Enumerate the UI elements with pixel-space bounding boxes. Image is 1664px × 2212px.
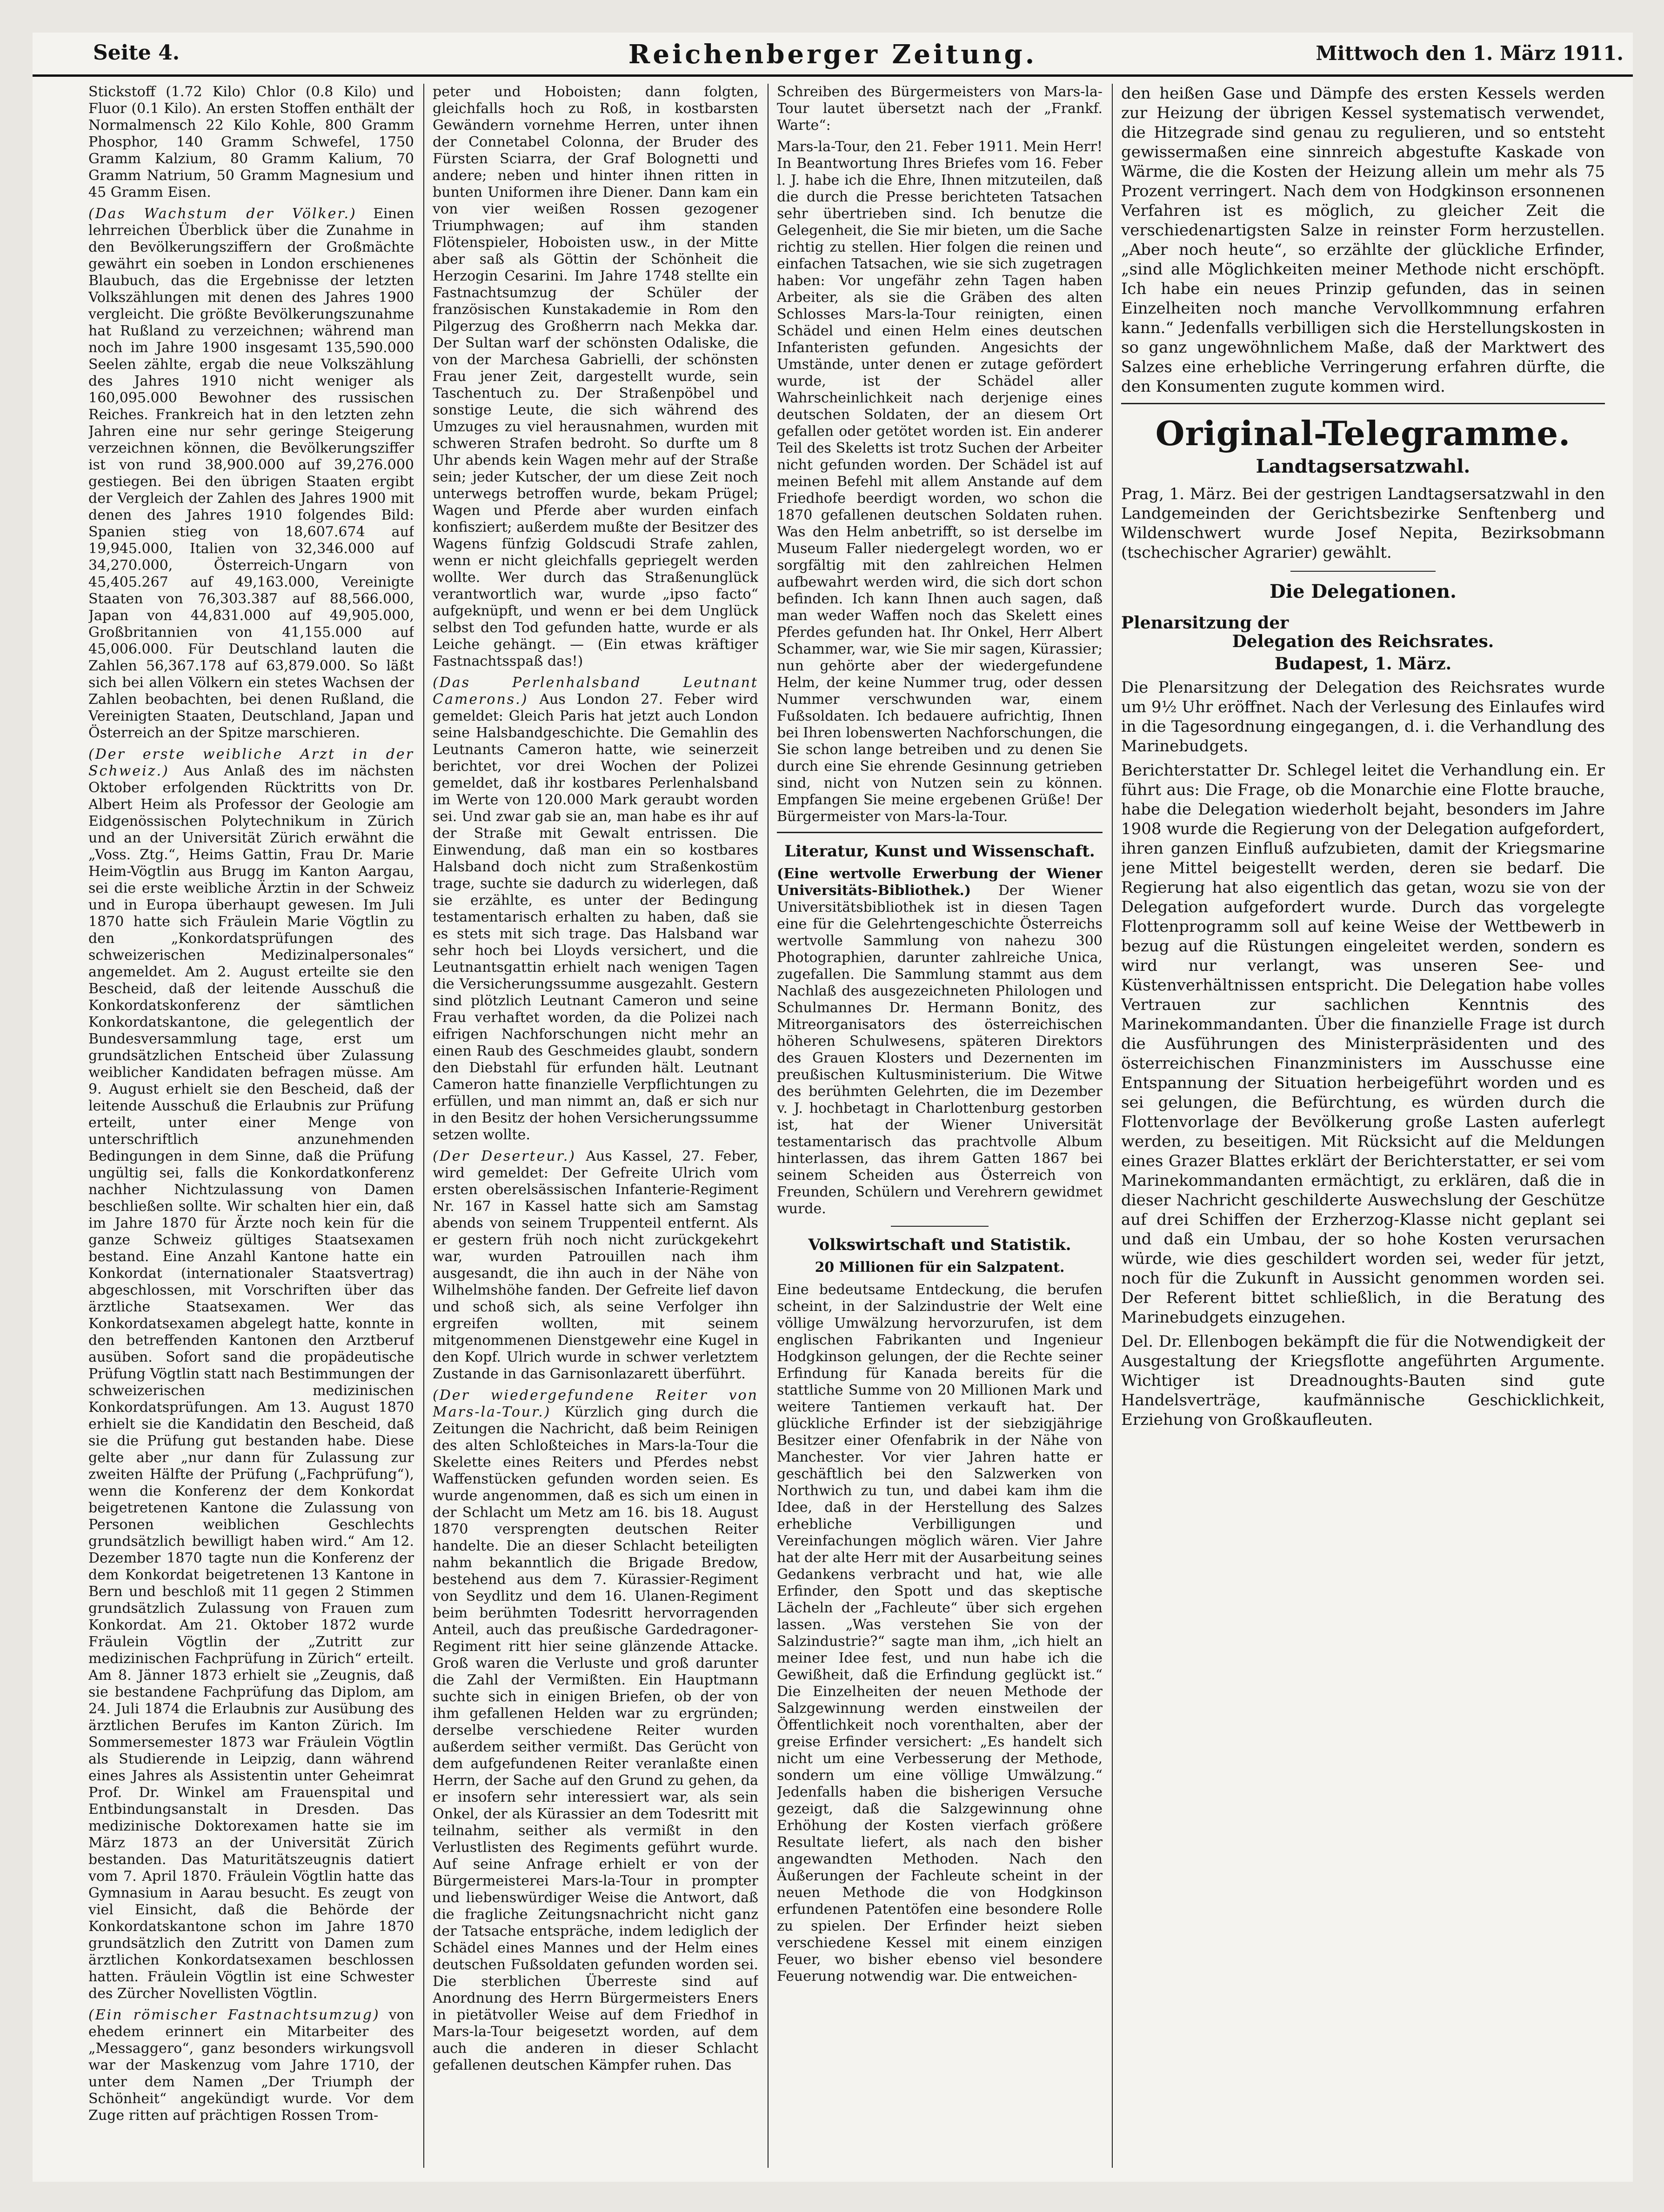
article-title: (Der Deserteur.) (433, 1148, 576, 1164)
section-rule (777, 832, 1103, 833)
newspaper-page (33, 33, 1633, 2182)
article-text: Berichterstatter Dr. Schlegel leitet die Verhandlung ein. Er führt aus: Die Frage, ob die Monarchie eine Flotte brauche, habe die Delegation wiederholt bejaht, besonders im Jahre 1908 wurde die Regierung von der Delegation aufgefordert, ihren ganzen Einfluß aufzubieten, damit der Kriegsmarine jene Mittel beigestellt werden, deren sie bedarf. Die Regierung hat also eigentlich das getan, wozu sie von der Delegation aufgefordert wurde. Durch das vorgelegte Flottenprogramm soll auf keine Weise der Wettbewerb in bezug auf die Rüstungen eingeleitet werden, sondern es wird nur verlangt, was unseren See- und Küstenverhältnissen entspricht. Die Delegation habe volles Vertrauen zur sachlichen Kenntnis des Marinekommandanten. Über die finanzielle Frage ist durch die Ausführungen des Ministerpräsidenten und des österreichischen Finanzministers im Ausschusse eine Entspannung der Situation herbeigeführt worden und es sei gelungen, die Befürchtung, es würden durch die Flottenvorlage der Bevölkerung große Lasten auferlegt werden, zu beseitigen. Mit Rücksicht auf die Meldungen eines Grazer Blattes erklärt der Berichterstatter, er sei vom Marinekommandanten ermächtigt, zu erklären, daß die in dieser Nachricht geschilderte Auswechslung der Geschütze auf drei Schiffen der Erzherzog-Klasse nicht geplant sei und daß ein Umbau, der so hohe Kosten verursachen würde, wie dies geschildert worden sei, weder für jetzt, noch für die Zukunft in Aussicht genommen worden sei. Der Referent bittet schließlich, in die Beratung des Marinebudgets einzugehen. (1121, 761, 1605, 1327)
article-text: peter und Hoboisten; dann folgten, gleichfalls hoch zu Roß, in kostbarsten Gewändern vornehme Herren, unter ihnen der Connetabel Colonna, der Bruder des Fürsten Sciarra, der Graf Bolognetti und andere; neben und hinter ihnen ritten in bunten Uniformen ihre Diener. Dann kam ein von vier weißen Rossen gezogener Triumphwagen; auf ihm standen Flötenspieler, Hoboisten usw., in der Mitte aber saß als Göttin der Schönheit die Herzogin Cesarini. Im Jahre 1748 stellte ein Fastnachtsumzug der Schüler der französischen Kunstakademie in Rom den Pilgerzug des Großherrn nach Mekka dar. Der Sultan warf der schönsten Odaliske, die von der Marchesa Gabrielli, der schönsten Frau jener Zeit, dargestellt wurde, sein Taschentuch zu. Der Straßenpöbel und sonstige Leute, die sich während des Umzuges zu viel herausnahmen, wurden mit schweren Strafen bedroht. So durfte um 8 Uhr abends kein Wagen mehr auf der Straße sein; jeder Kutscher, der um diese Zeit noch unterwegs betroffen wurde, bekam Prügel; Wagen und Pferde aber wurden einfach konfisziert; außerdem mußte der Besitzer des Wagens fünfzig Goldscudi Strafe zahlen, wenn er nicht gleichfalls gepriegelt werden wollte. Wer durch das Straßenunglück verantwortlich war, wurde „ipso facto“ aufgeknüpft, und wenn er bei dem Unglück selbst den Tod gefunden hatte, wurde er als Leiche gehängt. — (Ein etwas kräftiger Fastnachtsspaß das!) (433, 84, 758, 669)
article (88, 2007, 414, 2124)
article-text: Die Plenarsitzung der Delegation des Reichsrates wurde um 9½ Uhr eröffnet. Nach der Verlesung des Einlaufes wird in die Tagesordnung eingegangen, d. i. die Verhandlung des Marinebudgets. (1121, 678, 1605, 755)
article-text: den heißen Gase und Dämpfe des ersten Kessels werden zur Heizung der übrigen Kessel systematisch verwendet, die Hitzegrade sind genau zu regulieren, und so entsteht gewissermaßen eine sinnreich abgestufte Kaskade von Wärme, die die Kosten der Heizung allein um mehr als 75 Prozent verringert. Nach dem von Hodgkinson ersonnenen Verfahren ist es möglich, zu gleicher Zeit die verschiedenartigsten Salze in reinster Form herzustellen. „Aber noch heute“, so erzählte der glückliche Erfinder, „sind alle Möglichkeiten meiner Methode nicht erschöpft. Ich habe ein neues Prinzip gefunden, das in seinen Einzelheiten noch manche Vervollkommnung erfahren kann.“ Jedenfalls verbilligen sich die Herstellungskosten in so ganz ungewöhnlichem Maße, daß der Marktwert des Salzes eine erhebliche Verringerung erfahren dürfte, die den Konsumenten zugute kommen wird. (1121, 84, 1605, 396)
article-text: Aus London 27. Feber wird gemeldet: Gleich Paris hat jetzt auch London seine Halsbandgeschichte. Die Gemahlin des Leutnants Cameron hatte, wie seinerzeit berichtet, vor drei Wochen der Polizei gemeldet, daß ihr kostbares Perlenhalsband im Werte von 120.000 Mark geraubt worden sei. Und zwar gab sie an, man habe es ihr auf der Straße mit Gewalt entrissen. Die Einwendung, daß man ein so kostbares Halsband doch nicht zum Straßenkostüm trage, suchte sie dadurch zu widerlegen, daß sie erzählte, es unter der Bedingung testamentarisch erhalten zu haben, daß sie es stets mit sich trage. Das Halsband war sehr hoch bei Lloyds versichert, und die Leutnantsgattin erhielt nach wenigen Tagen die Versicherungssumme ausgezahlt. Gestern sind plötzlich Leutnant Cameron und seine Frau verhaftet worden, da die Polizei nach eifrigen Nachforschungen nicht mehr an einen Raub des Geschmeides glaubt, sondern den Diebstahl für erfunden hält. Leutnant Cameron hatte finanzielle Verpflichtungen zu erfüllen, und man nimmt an, daß er sich nur in den Besitz der hohen Versicherungssumme setzen wollte. (433, 691, 758, 1143)
article-title: (Eine wertvolle Erwerbung der Wiener Universitäts-Bibliothek.) (777, 866, 1103, 899)
article (777, 866, 1103, 1217)
page-header (33, 33, 1633, 77)
article-text: Del. Dr. Ellenbogen bekämpft die für die Notwendigkeit der Ausgestaltung der Kriegsflotte angeführten Argumente. Wichtiger ist Dreadnoughts-Bauten sind gute Handelsverträge, kaufmännische Geschicklichkeit, Erziehung von Großkaufleuten. (1121, 1332, 1605, 1429)
article-title: (Der wiedergefundene Reiter von Mars-la-Tour.) (433, 1387, 758, 1420)
sub-headline: Plenarsitzung der (1121, 613, 1289, 633)
section-heading-economy: Volkswirtschaft und Statistik. (808, 1236, 1071, 1254)
column-1 (88, 84, 414, 2168)
article-text: Kürzlich ging durch die Zeitungen die Nachricht, daß beim Reinigen des alten Schloßteiches in Mars-la-Tour die Skelette eines Reiters und Pferdes nebst Waffenstücken gefunden worden seien. Es wurde angenommen, daß es sich um einen in der Schlacht um Metz am 16. bis 18. August 1870 versprengten deutschen Reiter handelte. Die an dieser Schlacht beteiligten nahm bekanntlich die Brigade Bredow, bestehend aus dem 7. Kürassier-Regiment von Seydlitz und dem 16. Ulanen-Regiment beim berühmten Todesritt hervorragenden Anteil, auch das preußische Gardedragoner-Regiment ritt hier seine glänzende Attacke. Groß waren die Verluste und groß darunter die Zahl der Vermißten. Ein Hauptmann suchte sich in einigen Briefen, ob der von ihm gefallenen Helden war zu ergründen; derselbe verschiedene Reiter wurden außerdem seither vermißt. Das Gerücht von dem aufgefundenen Reiter veranlaßte einen Herrn, der Sache auf den Grund zu gehen, da er insofern sehr interessiert war, als sein Onkel, der als Kürassier an dem Todesritt mit teilnahm, seither als vermißt in den Verlustlisten des Regiments geführt wurde. Auf seine Anfrage erhielt er von der Bürgermeisterei Mars-la-Tour in prompter und liebenswürdiger Weise die Antwort, daß die fragliche Zeitungsnachricht nicht ganz der Tatsache entspräche, indem lediglich der Schädel eines Mannes und der Helm eines deutschen Fußsoldaten gefunden worden sei. Die sterblichen Überreste sind auf Anordnung des Herrn Bürgermeisters Eners in pietätvoller Weise auf dem Friedhof in Mars-la-Tour beigesetzt worden, auf dem auch die anderen in dieser Schlacht gefallenen deutschen Kämpfer ruhen. Das (433, 1404, 758, 2073)
section-heading-literature: Literatur, Kunst und Wissenschaft. (784, 842, 1095, 861)
letter-text: Mars-la-Tour, den 21. Feber 1911. Mein Herr! In Beantwortung Ihres Briefes vom 16. Feber l. J. habe ich die Ehre, Ihnen mitzuteilen, daß die durch die Presse berichteten Tatsachen sehr übertrieben sind. Ich benutze die Gelegenheit, die Sie mir bieten, um die Sache richtig zu stellen. Hier folgen die reinen und einfachen Tatsachen, wie sie sich zugetragen haben: Vor ungefähr zehn Tagen haben Arbeiter, als sie die Gräben des alten Schlosses Mars-la-Tour reinigten, einen Schädel und einen Helm eines deutschen Infanteristen gefunden. Angesichts der Umstände, unter denen er zutage gefördert wurde, ist der Schädel aller Wahrscheinlichkeit nach derjenige eines deutschen Soldaten, der an diesem Ort gefallen oder getötet worden ist. Ein anderer Teil des Skeletts ist trotz Suchen der Arbeiter nicht gefunden worden. Der Schädel ist auf meinen Befehl mit allem Anstande auf dem Friedhofe beerdigt worden, wo schon die 1870 gefallenen deutschen Soldaten ruhen. Was den Helm anbetrifft, so ist derselbe im Museum Faller niedergelegt worden, wo er sorgfältig mit den zahlreichen Helmen aufbewahrt werden wird, die sich dort schon befinden. Ich kann Ihnen auch sagen, daß man weder Waffen noch das Skelett eines Pferdes gefunden hat. Ihr Onkel, Herr Albert Schammer, war, wie Sie mir sagen, Kürassier; nun gehörte aber der wiedergefundene Helm, der keine Nummer trug, oder dessen Nummer verschwunden war, einem Fußsoldaten. Ich bedauere aufrichtig, Ihnen bei Ihren lobenswerten Nachforschungen, die Sie schon lange betreiben und zu denen Sie durch eine Sie ehrende Gesinnung getrieben sind, nicht von Nutzen sein zu können. Empfangen Sie meine ergebenen Grüße! Der Bürgermeister von Mars-la-Tour. (777, 139, 1103, 825)
article-text: Schreiben des Bürgermeisters von Mars-la-Tour lautet übersetzt nach der „Frankf. Warte“: (777, 84, 1103, 134)
article-title: (Das Wachstum der Völker.) (88, 206, 357, 222)
article (433, 675, 758, 1143)
column-4 (1121, 84, 1605, 2168)
article-text: Einen lehrreichen Überblick über die Zunahme in den Bevölkerungsziffern der Großmächte gewährt ein soeben in London erschienenes Blaubuch, das die Ergebnisse der letzten Volkszählungen mit denen des Jahres 1900 vergleicht. Die größte Bevölkerungszunahme hat Rußland zu verzeichnen; während man noch im Jahre 1900 insgesamt 135,590.000 Seelen zählte, ergab die neue Volkszählung des Jahres 1910 nicht weniger als 160,095.000 Bewohner des russischen Reiches. Frankreich hat in den letzten zehn Jahren eine nur sehr geringe Steigerung verzeichnen können, die Bevölkerungsziffer ist von rund 38,900.000 auf 39,276.000 gestiegen. Bei den übrigen Staaten ergibt der Vergleich der Zahlen des Jahres 1900 mit denen des Jahres 1910 folgendes Bild: Spanien stieg von 18,607.674 auf 19,945.000, Italien von 32,346.000 auf 34,270.000, Österreich-Ungarn von 45,405.267 auf 49,163.000, Vereinigte Staaten von 76,303.387 auf 88,566.000, Japan von 44,831.000 auf 49,905.000, Großbritannien von 41,155.000 auf 45,006.000. Für Deutschland lauten die Zahlen 56,367.178 auf 63,879.000. So läßt sich bei allen Völkern ein stetes Wachsen der Zahlen beobachten, bei denen Rußland, die Vereinigten Staaten, Deutschland, Japan und Österreich an der Spitze marschieren. (88, 206, 414, 741)
article (433, 1387, 758, 2074)
article (433, 1148, 758, 1383)
article-text: von ehedem erinnert ein Mitarbeiter des „Messaggero“, ganz besonders wirkungsvoll war der Maskenzug vom Jahre 1710, der unter dem Namen „Der Triumph der Schönheit“ angekündigt wurde. Vor dem Zuge ritten auf prächtigen Rossen Trom- (88, 2007, 414, 2124)
separator (1290, 571, 1436, 572)
sub-headline: Delegation des Reichsrates. (1232, 632, 1494, 651)
article-headline: 20 Millionen für ein Salzpatent. (815, 1259, 1065, 1276)
column-divider (1112, 84, 1113, 2168)
column-2 (433, 84, 758, 2168)
article-text: Prag, 1. März. Bei der gestrigen Landtagsersatzwahl in den Landgemeinden der Gerichtsbezirke Senftenberg und Wildenschwert wurde Josef Nepita, Bezirksobmann (tschechischer Agrarier) gewählt. (1121, 485, 1605, 562)
article (88, 206, 414, 742)
article-text: Der Wiener Universitätsbibliothek ist in diesen Tagen eine für die Gelehrtengeschichte Österreichs wertvolle Sammlung von nahezu 300 Photographien, darunter zahlreiche Unica, zugefallen. Die Sammlung stammt aus dem Nachlaß des ausgezeichneten Philologen und Schulmannes Dr. Hermann Bonitz, des Mitreorganisators des österreichischen höheren Schulwesens, späteren Direktors des Grauen Klosters und Dezernenten im preußischen Kultusministerium. Die Witwe des berühmten Gelehrten, die im Dezember v. J. hochbetagt in Charlottenburg gestorben ist, hat der Wiener Universität testamentarisch das prachtvolle Album hinterlassen, das ihrem Gatten 1867 bei seinem Scheiden aus Österreich von Freunden, Schülern und Verehrern gewidmet wurde. (777, 882, 1103, 1217)
column-3 (777, 84, 1103, 2168)
article-headline: Landtagsersatzwahl. (1256, 455, 1470, 477)
article-text: Eine bedeutsame Entdeckung, die berufen scheint, in der Salzindustrie der Welt eine völlige Umwälzung hervorzurufen, ist dem englischen Fabrikanten und Ingenieur Hodgkinson gelungen, der die Rechte seiner Erfindung für Kanada bereits für die stattliche Summe von 20 Millionen Mark und weitere Tantiemen verkauft hat. Der glückliche Erfinder ist der siebzigjährige Besitzer einer Ofenfabrik in der Nähe von Manchester. Vor vier Jahren hatte er geschäftlich bei den Salzwerken von Northwich zu tun, und dabei kam ihm die Idee, daß in der Herstellung des Salzes erhebliche Verbilligungen und Vereinfachungen möglich wären. Vier Jahre hat der alte Herr mit der Ausarbeitung seines Gedankens verbracht und hat, wie alle Erfinder, den Spott und das skeptische Lächeln der „Fachleute“ über sich ergehen lassen. „Was verstehen Sie von der Salzindustrie?“ sagte man ihm, „ich hielt an meiner Idee fest, und nun habe ich die Gewißheit, daß die Erfindung geglückt ist.“ Die Einzelheiten der neuen Methode der Salzgewinnung werden einstweilen der Öffentlichkeit noch vorenthalten, aber der greise Erfinder versichert: „Es handelt sich nicht um eine Verbesserung der Methode, sondern um eine völlige Umwälzung.“ Jedenfalls haben die bisherigen Versuche gezeigt, daß die Salzgewinnung ohne Erhöhung der Kosten vierfach größere Resultate liefert, als nach den bisher angewandten Methoden. Nach den Äußerungen der Fachleute scheint in der neuen Methode die von Hodgkinson erfundenen Patentöfen eine besondere Rolle zu spielen. Der Erfinder heizt sieben verschiedene Kessel mit einem einzigen Feuer, wo bisher ebenso viel besondere Feuerung notwendig war. Die entweichen- (777, 1282, 1103, 1985)
dateline: Budapest, 1. März. (1274, 654, 1452, 674)
page-number: Seite 4. (93, 41, 180, 65)
article-title: (Das Perlenhalsband Leutnant Camerons.) (433, 675, 758, 708)
separator (891, 1226, 989, 1227)
article-headline: Die Delegationen. (1270, 581, 1457, 602)
article-text: Aus Kassel, 27. Feber, wird gemeldet: Der Gefreite Ulrich vom ersten oberelsässischen Infanterie-Regiment Nr. 167 in Kassel hatte sich am Samstag abends von seinem Truppenteil entfernt. Als er gestern früh noch nicht zurückgekehrt war, wurden Patrouillen nach ihm ausgesandt, die ihn auch in der Nähe von Wilhelmshöhe fanden. Der Gefreite lief davon und schoß sich, als seine Verfolger ihn ergreifen wollten, mit seinem mitgenommenen Dienstgewehr eine Kugel in den Kopf. Ulrich wurde in schwer verletztem Zustande in das Garnisonlazarett überführt. (433, 1148, 758, 1382)
newspaper-title: Reichenberger Zeitung. (628, 39, 1037, 70)
issue-date: Mittwoch den 1. März 1911. (1316, 42, 1624, 65)
column-divider (768, 84, 769, 2168)
article-title: (Der erste weibliche Arzt in der Schweiz.) (88, 746, 414, 779)
article-text: Stickstoff (1.72 Kilo) Chlor (0.8 Kilo) und Fluor (0.1 Kilo). An ersten Stoffen enthält der Normalmensch 22 Kilo Kohle, 800 Gramm Phosphor, 140 Gramm Schwefel, 1750 Gramm Kalzium, 80 Gramm Kalium, 70 Gramm Natrium, 50 Gramm Magnesium und 45 Gramm Eisen. (88, 84, 414, 200)
section-rule (1121, 403, 1605, 404)
article-title: (Ein römischer Fastnachtsumzug) (88, 2007, 380, 2023)
article-text: Aus Anlaß des im nächsten Oktober erfolgenden Rücktritts von Dr. Albert Heim als Professor der Geologie am Eidgenössischen Polytechnikum in Zürich und an der Universität Zürich erwähnt die „Voss. Ztg.“, Heims Gattin, Frau Dr. Marie Heim-Vögtlin aus Brugg im Kanton Aargau, sei die erste weibliche Ärztin in der Schweiz und in Europa überhaupt gewesen. Im Juli 1870 hatte sich Fräulein Marie Vögtlin zu den „Konkordatsprüfungen des schweizerischen Medizinalpersonales“ angemeldet. Am 2. August erteilte sie den Bescheid, daß der leitende Ausschuß die Konkordatskonferenz der sämtlichen Konkordatskantone, die gelegentlich der Bundesversammlung tage, erst um grundsätzlichen Entscheid über Zulassung weiblicher Kandidaten befragen müsse. Am 9. August erhielt sie den Bescheid, daß der leitende Ausschuß die Erlaubnis zur Prüfung erteilt, unter einer Menge von unterschriftlich anzunehmenden Bedingungen in dem Sinne, daß die Prüfung ungültig sei, falls die Konkordatkonferenz nachher Nichtzulassung von Damen beschließen sollte. Wir schalten hier ein, daß im Jahre 1870 für Ärzte noch kein für die ganze Schweiz gültiges Staatsexamen bestand. Eine Anzahl Kantone hatte ein Konkordat (internationaler Staatsvertrag) abgeschlossen, mit Vorschriften über das ärztliche Staatsexamen. Wer das Konkordatsexamen abgelegt hatte, konnte in den betreffenden Kantonen den Arztberuf ausüben. Sofort sand die propädeutische Prüfung Vögtlin statt nach Bestimmungen der schweizerischen medizinischen Konkordatsprüfungen. Am 13. August 1870 erhielt sie die Kandidatin den Bescheid, daß sie die Prüfung gut bestanden habe. Diese gelte aber „nur dann für Zulassung zur zweiten Hälfte der Prüfung („Fachprüfung“), wenn die Konferenz der dem Konkordat beigetretenen Kantone die Zulassung von Personen weiblichen Geschlechts grundsätzlich bewilligt haben wird.“ Am 12. Dezember 1870 tagte nun die Konferenz der dem Konkordat beigetretenen 13 Kantone in Bern und beschloß mit 11 gegen 2 Stimmen grundsätzlich Zulassung von Frauen zum Konkordat. Am 21. Oktober 1872 wurde Fräulein Vögtlin der „Zutritt zur medizinischen Fachprüfung in Zürich“ erteilt. Am 8. Jänner 1873 erhielt sie „Zeugnis, daß sie bestandene Fachprüfung das Diplom, am 24. Juli 1874 die Erlaubnis zur Ausübung des ärztlichen Berufes im Kanton Zürich. Im Sommersemester 1873 war Fräulein Vögtlin als Studierende in Leipzig, dann während eines Jahres als Assistentin unter Geheimrat Prof. Dr. Winkel am Frauenspital und Entbindungsanstalt in Dresden. Das medizinische Doktorexamen hatte sie im März 1873 an der Universität Zürich bestanden. Das Maturitätszeugnis datiert vom 7. April 1870. Fräulein Vögtlin hatte das Gymnasium in Aarau besucht. Es zeugt von viel Einsicht, daß die Behörde der Konkordatskantone schon im Jahre 1870 grundsätzlich den Zutritt von Damen zum ärztlichen Konkordatsexamen beschlossen hatten. Fräulein Vögtlin ist eine Schwester des Zürcher Novellisten Vögtlin. (88, 763, 414, 2002)
column-divider (423, 84, 424, 2168)
section-heading-telegrams: Original-Telegramme. (1155, 414, 1571, 453)
article (88, 746, 414, 2002)
